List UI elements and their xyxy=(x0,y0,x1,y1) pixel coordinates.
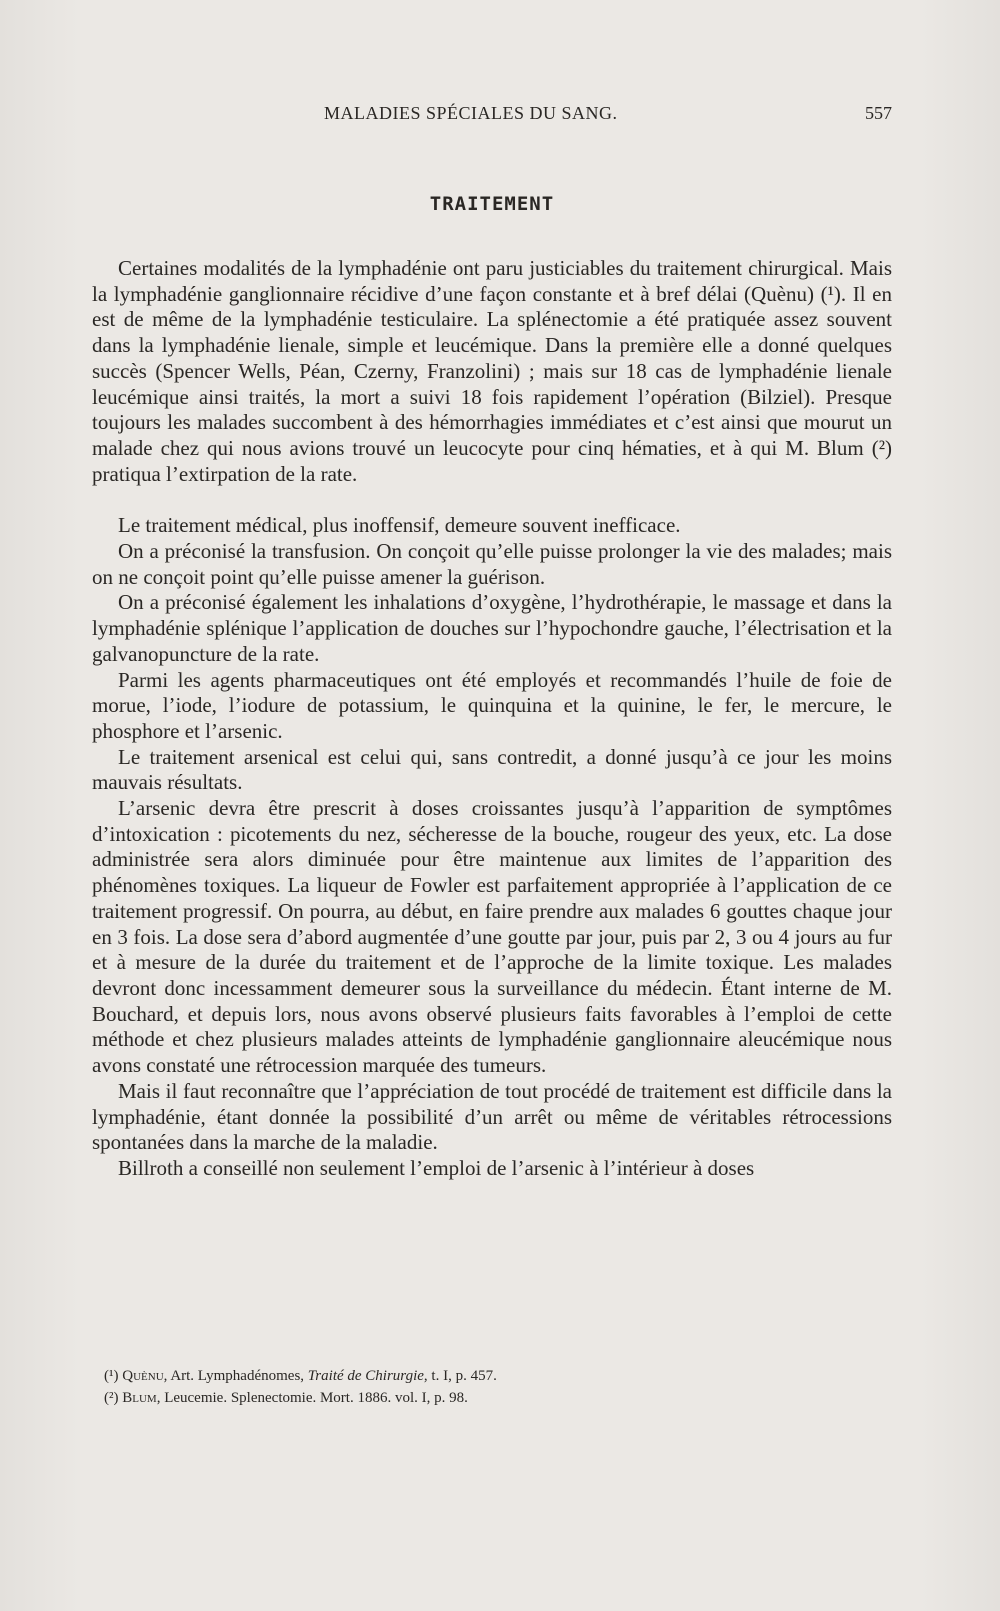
footnote-marker: (¹) xyxy=(104,1368,119,1384)
footnote-text: , Leucemie. Splenectomie. Mort. 1886. vol. I, p. 98. xyxy=(156,1390,468,1406)
paragraph: On a préconisé également les inhalations d’oxygène, l’hydrothérapie, le massage et dans la lymphadénie splénique l’application de douches sur l’hypochondre gauche, l’électrisation et la galvanopuncture de la rate. xyxy=(92,590,892,666)
page-header xyxy=(92,103,892,129)
paragraph: Le traitement arsenical est celui qui, sans contredit, a donné jusqu’à ce jour les moins mauvais résultats. xyxy=(92,744,892,795)
footnote xyxy=(104,1365,884,1387)
paragraph: Billroth a conseillé non seulement l’emploi de l’arsenic à l’intérieur à doses xyxy=(118,1155,755,1180)
paragraph: Le traitement médical, plus inoffensif, demeure souvent inefficace. xyxy=(118,513,681,538)
paragraph: On a préconisé la transfusion. On conçoit qu’elle puisse prolonger la vie des malades; mais on ne conçoit point qu’elle puisse amener la guérison. xyxy=(92,539,892,589)
running-head: MALADIES SPÉCIALES DU SANG. xyxy=(324,103,618,123)
footnote-author: Blum xyxy=(122,1390,157,1406)
paragraph: Mais il faut reconnaître que l’appréciation de tout procédé de traitement est difficile dans la lymphadénie, étant donnée la possibilité d’un arrêt ou même de véritables rétrocessions spontanées dans la marche de la maladie. xyxy=(92,1078,892,1155)
body-text xyxy=(92,256,892,1182)
footnotes xyxy=(104,1365,884,1409)
footnote-author: Quènu xyxy=(122,1368,164,1384)
footnote xyxy=(104,1387,884,1409)
paragraph: Certaines modalités de la lymphadénie ont paru justiciables du traitement chirurgical. Mais la lymphadénie ganglionnaire récidive d’une façon constante et à bref délai (Quènu) (¹). Il en est de même de la lymphadénie testiculaire. La splénectomie a été pratiquée assez souvent dans la lymphadénie lienale, simple et leucémique. Dans la première elle a donné quelques succès (Spencer Wells, Péan, Czerny, Franzolini) ; mais sur 18 cas de lymphadénie lienale leucémique ainsi traités, la mort a suivi 18 fois rapidement l’opération (Bilziel). Presque toujours les malades succombent à des hémorrhagies immédiates et c’est ainsi que mourut un malade chez qui nous avions trouvé un leucocyte pour cinq hématies, et à qui M. Blum (²) pratiqua l’extirpation de la rate. xyxy=(92,256,892,486)
section-title: TRAITEMENT xyxy=(429,193,555,215)
paragraph: L’arsenic devra être prescrit à doses croissantes jusqu’à l’apparition de symptômes d’intoxication : picotements du nez, sécheresse de la bouche, rougeur des yeux, etc. La dose administrée sera alors diminuée pour être maintenue aux limites de l’apparition des phénomènes toxiques. La liqueur de Fowler est parfaitement appropriée à l’application de ce traitement progressif. On pourra, au début, en faire prendre aux malades 6 gouttes chaque jour en 3 fois. La dose sera d’abord augmentée d’une goutte par jour, puis par 2, 3 ou 4 jours au fur et à mesure de la durée du traitement et de l’approche de la limite toxique. Les malades devront donc incessamment demeurer sous la surveillance du médecin. Étant interne de M. Bouchard, et depuis lors, nous avons observé plusieurs faits favorables à l’emploi de cette méthode et chez plusieurs malades atteints de lymphadénie ganglionnaire aleucémique nous avons constaté une rétrocession marquée des tumeurs. xyxy=(92,796,892,1078)
paragraph: Parmi les agents pharmaceutiques ont été employés et recommandés l’huile de foie de morue, l’iode, l’iodure de potassium, le quinquina et la quinine, le fer, le mercure, le phosphore et l’arsenic. xyxy=(92,667,892,743)
footnote-work-title: Traité de Chirurgie xyxy=(307,1368,424,1384)
footnote-text: , Art. Lymphadénomes, xyxy=(163,1368,308,1384)
footnote-marker: (²) xyxy=(104,1390,119,1406)
footnote-text: , t. I, p. 457. xyxy=(423,1368,497,1384)
page-number: 557 xyxy=(865,103,892,123)
